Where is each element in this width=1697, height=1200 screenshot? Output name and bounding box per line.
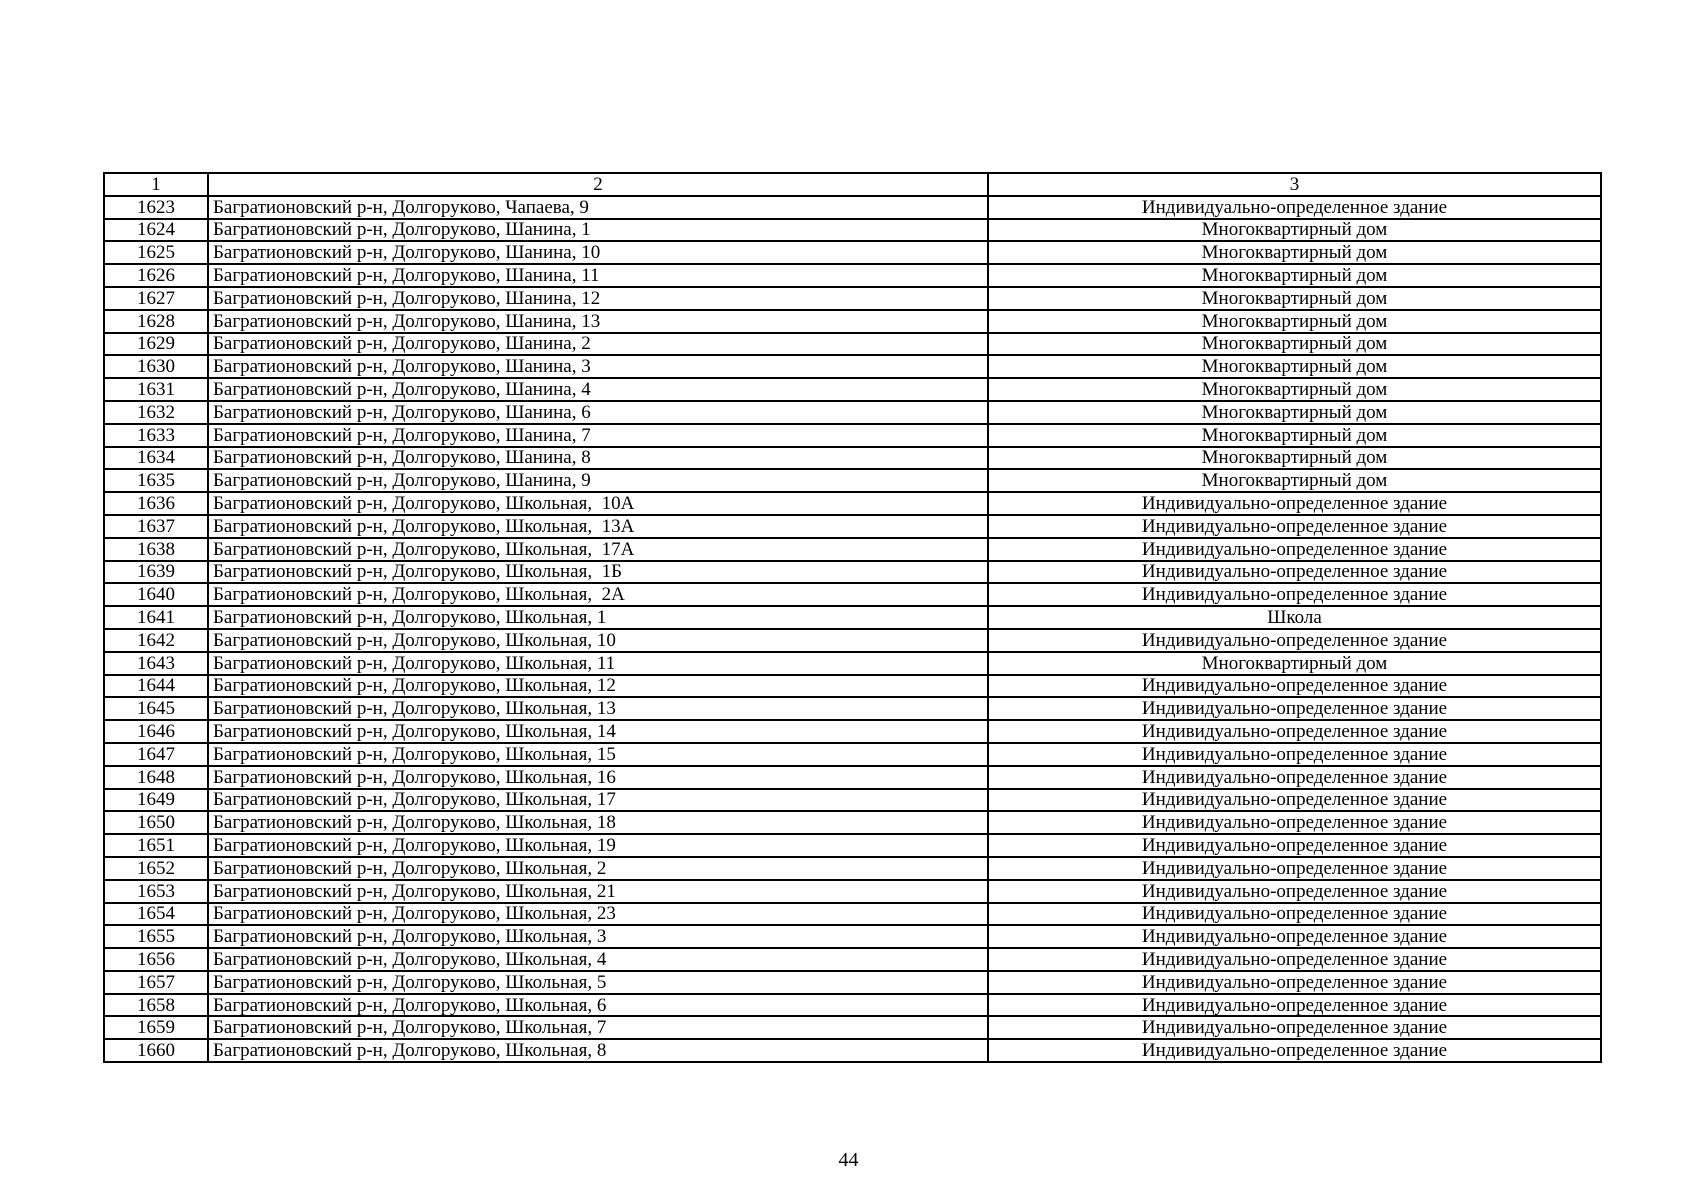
building-type-cell: Индивидуально-определенное здание: [988, 720, 1601, 743]
building-type-cell: Индивидуально-определенное здание: [988, 766, 1601, 789]
building-type-cell: Многоквартирный дом: [988, 310, 1601, 333]
row-number: 1627: [104, 287, 208, 310]
table-row: [104, 652, 1601, 675]
table-row: [104, 264, 1601, 287]
building-type-cell: Индивидуально-определенное здание: [988, 789, 1601, 812]
building-type-cell: Индивидуально-определенное здание: [988, 994, 1601, 1017]
row-number: 1638: [104, 538, 208, 561]
row-number: 1639: [104, 561, 208, 584]
table-row: [104, 743, 1601, 766]
table-row: [104, 355, 1601, 378]
table-row: [104, 720, 1601, 743]
address-cell: Багратионовский р-н, Долгоруково, Школьная, 11: [208, 652, 988, 675]
address-cell: Багратионовский р-н, Долгоруково, Школьная, 19: [208, 834, 988, 857]
building-type-cell: Индивидуально-определенное здание: [988, 629, 1601, 652]
building-type-cell: Школа: [988, 606, 1601, 629]
address-cell: Багратионовский р-н, Долгоруково, Школьная, 12: [208, 675, 988, 698]
address-cell: Багратионовский р-н, Долгоруково, Шанина, 10: [208, 241, 988, 264]
building-type-cell: Многоквартирный дом: [988, 378, 1601, 401]
building-type-cell: Многоквартирный дом: [988, 287, 1601, 310]
building-type-cell: Индивидуально-определенное здание: [988, 561, 1601, 584]
header-row: [104, 173, 1601, 196]
table-row: [104, 310, 1601, 333]
address-cell: Багратионовский р-н, Долгоруково, Школьная, 21: [208, 880, 988, 903]
row-number: 1643: [104, 652, 208, 675]
address-cell: Багратионовский р-н, Долгоруково, Шанина, 3: [208, 355, 988, 378]
page-number: 44: [838, 1149, 859, 1171]
row-number: 1637: [104, 515, 208, 538]
row-number: 1660: [104, 1039, 208, 1062]
address-cell: Багратионовский р-н, Долгоруково, Шанина, 6: [208, 401, 988, 424]
address-cell: Багратионовский р-н, Долгоруково, Школьная, 1: [208, 606, 988, 629]
building-type-cell: Индивидуально-определенное здание: [988, 925, 1601, 948]
building-type-cell: Многоквартирный дом: [988, 447, 1601, 470]
table-row: [104, 424, 1601, 447]
header-col-1: 1: [104, 173, 208, 196]
table-row: [104, 697, 1601, 720]
row-number: 1636: [104, 492, 208, 515]
table-row: [104, 1016, 1601, 1039]
table-row: [104, 766, 1601, 789]
row-number: 1635: [104, 469, 208, 492]
table-row: [104, 583, 1601, 606]
row-number: 1629: [104, 333, 208, 356]
address-cell: Багратионовский р-н, Долгоруково, Шанина, 4: [208, 378, 988, 401]
row-number: 1626: [104, 264, 208, 287]
row-number: 1654: [104, 903, 208, 926]
building-type-cell: Многоквартирный дом: [988, 401, 1601, 424]
building-type-cell: Многоквартирный дом: [988, 219, 1601, 242]
row-number: 1625: [104, 241, 208, 264]
address-cell: Багратионовский р-н, Долгоруково, Школьная, 7: [208, 1016, 988, 1039]
table-row: [104, 241, 1601, 264]
table-row: [104, 378, 1601, 401]
building-type-cell: Индивидуально-определенное здание: [988, 857, 1601, 880]
row-number: 1659: [104, 1016, 208, 1039]
address-cell: Багратионовский р-н, Долгоруково, Школьная, 13А: [208, 515, 988, 538]
row-number: 1646: [104, 720, 208, 743]
building-type-cell: Индивидуально-определенное здание: [988, 538, 1601, 561]
row-number: 1644: [104, 675, 208, 698]
building-type-cell: Индивидуально-определенное здание: [988, 1039, 1601, 1062]
row-number: 1628: [104, 310, 208, 333]
table-row: [104, 333, 1601, 356]
row-number: 1633: [104, 424, 208, 447]
building-type-cell: Индивидуально-определенное здание: [988, 971, 1601, 994]
row-number: 1623: [104, 196, 208, 219]
table-row: [104, 880, 1601, 903]
row-number: 1647: [104, 743, 208, 766]
address-cell: Багратионовский р-н, Долгоруково, Школьная, 3: [208, 925, 988, 948]
row-number: 1630: [104, 355, 208, 378]
building-type-cell: Многоквартирный дом: [988, 333, 1601, 356]
row-number: 1631: [104, 378, 208, 401]
address-cell: Багратионовский р-н, Долгоруково, Шанина, 11: [208, 264, 988, 287]
address-cell: Багратионовский р-н, Долгоруково, Шанина, 1: [208, 219, 988, 242]
table-row: [104, 789, 1601, 812]
building-type-cell: Многоквартирный дом: [988, 424, 1601, 447]
table-row: [104, 629, 1601, 652]
address-cell: Багратионовский р-н, Долгоруково, Школьная, 14: [208, 720, 988, 743]
address-cell: Багратионовский р-н, Долгоруково, Чапаева, 9: [208, 196, 988, 219]
address-cell: Багратионовский р-н, Долгоруково, Школьная, 10: [208, 629, 988, 652]
table-row: [104, 675, 1601, 698]
row-number: 1652: [104, 857, 208, 880]
building-type-cell: Индивидуально-определенное здание: [988, 697, 1601, 720]
row-number: 1641: [104, 606, 208, 629]
table-row: [104, 994, 1601, 1017]
table-row: [104, 401, 1601, 424]
address-cell: Багратионовский р-н, Долгоруково, Школьная, 6: [208, 994, 988, 1017]
row-number: 1632: [104, 401, 208, 424]
building-type-cell: Индивидуально-определенное здание: [988, 515, 1601, 538]
address-cell: Багратионовский р-н, Долгоруково, Шанина, 13: [208, 310, 988, 333]
table-row: [104, 219, 1601, 242]
table-row: [104, 857, 1601, 880]
address-cell: Багратионовский р-н, Долгоруково, Школьная, 17: [208, 789, 988, 812]
row-number: 1655: [104, 925, 208, 948]
table-row: [104, 606, 1601, 629]
building-type-cell: Многоквартирный дом: [988, 241, 1601, 264]
address-cell: Багратионовский р-н, Долгоруково, Школьная, 10А: [208, 492, 988, 515]
row-number: 1649: [104, 789, 208, 812]
header-col-3: 3: [988, 173, 1601, 196]
row-number: 1640: [104, 583, 208, 606]
building-type-cell: Индивидуально-определенное здание: [988, 196, 1601, 219]
address-cell: Багратионовский р-н, Долгоруково, Школьная, 2: [208, 857, 988, 880]
table-row: [104, 811, 1601, 834]
address-cell: Багратионовский р-н, Долгоруково, Школьная, 2А: [208, 583, 988, 606]
row-number: 1653: [104, 880, 208, 903]
address-cell: Багратионовский р-н, Долгоруково, Школьная, 4: [208, 948, 988, 971]
table-row: [104, 538, 1601, 561]
address-cell: Багратионовский р-н, Долгоруково, Шанина, 2: [208, 333, 988, 356]
table-body: [104, 196, 1601, 1062]
data-table: [103, 172, 1602, 1063]
building-type-cell: Многоквартирный дом: [988, 264, 1601, 287]
building-type-cell: Индивидуально-определенное здание: [988, 811, 1601, 834]
building-type-cell: Индивидуально-определенное здание: [988, 492, 1601, 515]
table-row: [104, 561, 1601, 584]
building-type-cell: Многоквартирный дом: [988, 355, 1601, 378]
building-type-cell: Индивидуально-определенное здание: [988, 1016, 1601, 1039]
address-cell: Багратионовский р-н, Долгоруково, Школьная, 5: [208, 971, 988, 994]
row-number: 1634: [104, 447, 208, 470]
address-cell: Багратионовский р-н, Долгоруково, Школьная, 16: [208, 766, 988, 789]
address-cell: Багратионовский р-н, Долгоруково, Школьная, 18: [208, 811, 988, 834]
building-type-cell: Индивидуально-определенное здание: [988, 583, 1601, 606]
address-cell: Багратионовский р-н, Долгоруково, Шанина, 9: [208, 469, 988, 492]
building-type-cell: Многоквартирный дом: [988, 652, 1601, 675]
building-type-cell: Индивидуально-определенное здание: [988, 743, 1601, 766]
row-number: 1642: [104, 629, 208, 652]
address-cell: Багратионовский р-н, Долгоруково, Школьная, 1Б: [208, 561, 988, 584]
building-type-cell: Индивидуально-определенное здание: [988, 948, 1601, 971]
table-row: [104, 447, 1601, 470]
table-row: [104, 515, 1601, 538]
row-number: 1658: [104, 994, 208, 1017]
building-type-cell: Индивидуально-определенное здание: [988, 834, 1601, 857]
address-cell: Багратионовский р-н, Долгоруково, Школьная, 8: [208, 1039, 988, 1062]
building-type-cell: Индивидуально-определенное здание: [988, 880, 1601, 903]
row-number: 1648: [104, 766, 208, 789]
address-cell: Багратионовский р-н, Долгоруково, Шанина, 8: [208, 447, 988, 470]
building-type-cell: Индивидуально-определенное здание: [988, 675, 1601, 698]
table-header: [104, 173, 1601, 196]
address-cell: Багратионовский р-н, Долгоруково, Шанина, 12: [208, 287, 988, 310]
table-row: [104, 948, 1601, 971]
header-col-2: 2: [208, 173, 988, 196]
table-row: [104, 287, 1601, 310]
row-number: 1656: [104, 948, 208, 971]
building-type-cell: Индивидуально-определенное здание: [988, 903, 1601, 926]
address-cell: Багратионовский р-н, Долгоруково, Школьная, 15: [208, 743, 988, 766]
row-number: 1650: [104, 811, 208, 834]
row-number: 1645: [104, 697, 208, 720]
address-cell: Багратионовский р-н, Долгоруково, Школьная, 23: [208, 903, 988, 926]
building-type-cell: Многоквартирный дом: [988, 469, 1601, 492]
address-cell: Багратионовский р-н, Долгоруково, Школьная, 17А: [208, 538, 988, 561]
table-row: [104, 925, 1601, 948]
address-cell: Багратионовский р-н, Долгоруково, Школьная, 13: [208, 697, 988, 720]
table-row: [104, 492, 1601, 515]
row-number: 1657: [104, 971, 208, 994]
table-row: [104, 196, 1601, 219]
address-cell: Багратионовский р-н, Долгоруково, Шанина, 7: [208, 424, 988, 447]
row-number: 1651: [104, 834, 208, 857]
table-row: [104, 971, 1601, 994]
table-row: [104, 1039, 1601, 1062]
table-row: [104, 834, 1601, 857]
row-number: 1624: [104, 219, 208, 242]
table-row: [104, 469, 1601, 492]
table-row: [104, 903, 1601, 926]
